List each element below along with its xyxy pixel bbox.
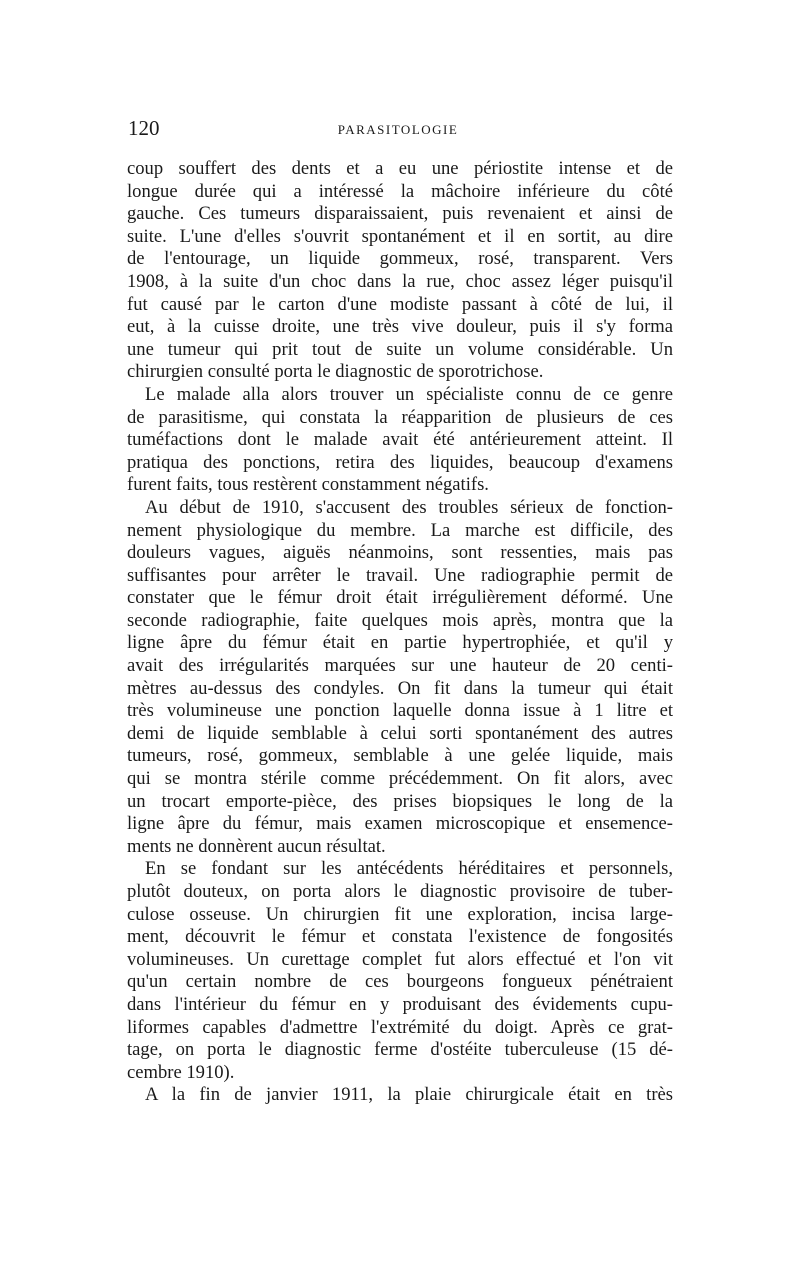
text-line: pratiqua des ponctions, retira des liquides, beaucoup d'examens: [127, 451, 673, 473]
paragraph-start-line: Le malade alla alors trouver un spécialiste connu de ce genre: [145, 383, 673, 405]
text-line: ments ne donnèrent aucun résultat.: [127, 835, 386, 857]
text-line: ligne âpre du fémur, mais examen microscopique et ensemence-: [127, 813, 673, 835]
paragraph-start-line: Au début de 1910, s'accusent des troubles sérieux de fonction-: [145, 496, 673, 518]
page-number: 120: [128, 116, 160, 140]
text-line: suite. L'une d'elles s'ouvrit spontanément et il en sortit, au dire: [127, 225, 673, 247]
text-line: 1908, à la suite d'un choc dans la rue, choc assez léger puisqu'il: [127, 270, 673, 292]
text-line: de l'entourage, un liquide gommeux, rosé, transparent. Vers: [127, 248, 673, 270]
text-line: dans l'intérieur du fémur en y produisant des évidements cupu-: [127, 993, 673, 1015]
text-line: fut causé par le carton d'une modiste passant à côté de lui, il: [127, 293, 673, 315]
running-title: PARASITOLOGIE: [337, 122, 459, 137]
text-line: demi de liquide semblable à celui sorti spontanément des autres: [127, 722, 673, 744]
text-line: culose osseuse. Un chirurgien fit une exploration, incisa large-: [127, 903, 673, 925]
text-line: ligne âpre du fémur était en partie hypertrophiée, et qu'il y: [127, 632, 673, 654]
paragraph-start-line: En se fondant sur les antécédents héréditaires et personnels,: [145, 858, 673, 880]
text-line: cembre 1910).: [127, 1061, 235, 1083]
text-line: seconde radiographie, faite quelques mois après, montra que la: [127, 609, 673, 631]
paragraph-start-line: A la fin de janvier 1911, la plaie chirurgicale était en très: [145, 1084, 673, 1106]
text-line: très volumineuse une ponction laquelle donna issue à 1 litre et: [127, 700, 673, 722]
text-line: qui se montra stérile comme précédemment. On fit alors, avec: [127, 768, 673, 790]
text-line: longue durée qui a intéressé la mâchoire inférieure du côté: [127, 180, 673, 202]
text-line: un trocart emporte-pièce, des prises biopsiques le long de la: [127, 790, 673, 812]
text-line: plutôt douteux, on porta alors le diagnostic provisoire de tuber-: [127, 881, 673, 902]
text-line: eut, à la cuisse droite, une très vive douleur, puis il s'y forma: [127, 316, 673, 338]
text-line: liformes capables d'admettre l'extrémité du doigt. Après ce grat-: [127, 1016, 673, 1038]
text-line: furent faits, tous restèrent constamment négatifs.: [127, 474, 489, 496]
text-line: tumeurs, rosé, gommeux, semblable à une gelée liquide, mais: [127, 745, 673, 767]
text-line: constater que le fémur droit était irrégulièrement déformé. Une: [127, 587, 673, 609]
text-line: mètres au-dessus des condyles. On fit dans la tumeur qui était: [127, 677, 673, 699]
text-line: tage, on porta le diagnostic ferme d'ostéite tuberculeuse (15 dé-: [127, 1039, 673, 1061]
page-header: [128, 116, 668, 146]
text-line: suffisantes pour arrêter le travail. Une radiographie permit de: [127, 564, 673, 586]
text-line: ment, découvrit le fémur et constata l'existence de fongosités: [127, 926, 673, 948]
text-line: tuméfactions dont le malade avait été antérieurement atteint. Il: [127, 429, 673, 451]
text-line: chirurgien consulté porta le diagnostic de sporotrichose.: [127, 361, 544, 383]
body-text: [127, 158, 673, 1107]
text-line: de parasitisme, qui constata la réapparition de plusieurs de ces: [127, 406, 673, 428]
text-line: une tumeur qui prit tout de suite un volume considérable. Un: [127, 338, 673, 360]
text-line: avait des irrégularités marquées sur une hauteur de 20 centi-: [127, 655, 673, 677]
text-line: gauche. Ces tumeurs disparaissaient, puis revenaient et ainsi de: [127, 203, 673, 225]
text-line: coup souffert des dents et a eu une périostite intense et de: [127, 158, 673, 179]
text-line: volumineuses. Un curettage complet fut alors effectué et l'on vit: [127, 948, 673, 970]
text-line: douleurs vagues, aiguës néanmoins, sont ressenties, mais pas: [127, 542, 673, 564]
text-line: nement physiologique du membre. La marche est difficile, des: [127, 519, 673, 541]
text-line: qu'un certain nombre de ces bourgeons fongueux pénétraient: [127, 971, 673, 993]
